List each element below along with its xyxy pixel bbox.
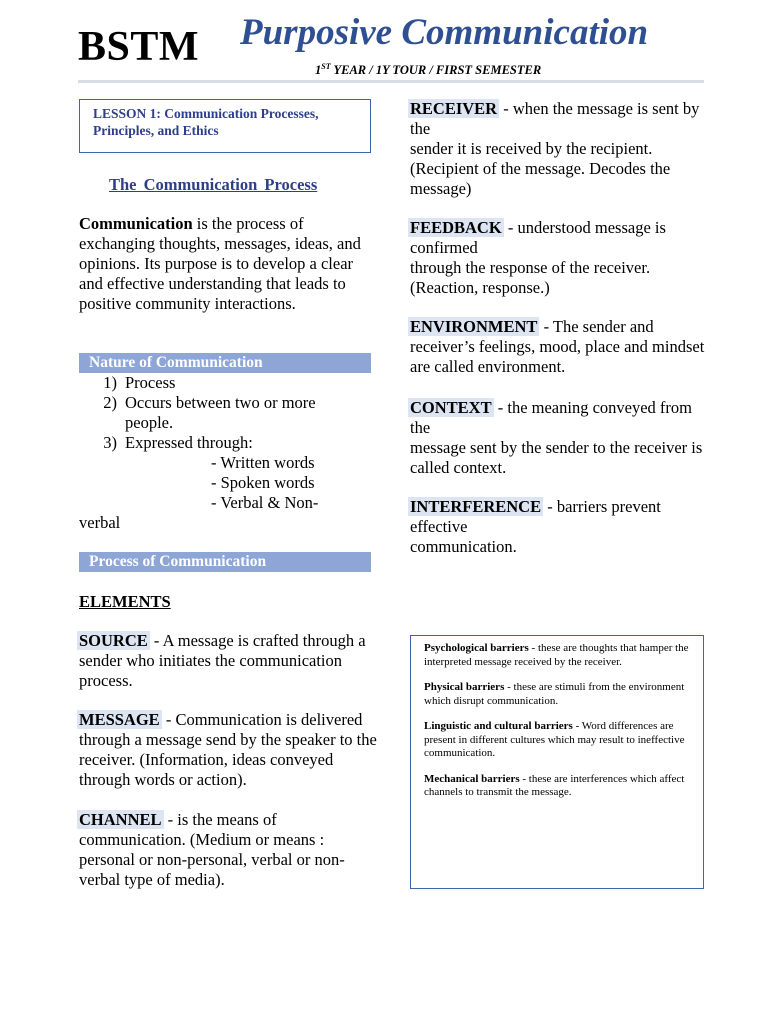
list-text: Process xyxy=(125,373,176,392)
element-description-cont: sender it is received by the recipient. (Recipient of the message. Decodes the message) xyxy=(410,139,671,198)
barrier-item xyxy=(424,642,693,669)
element-dash: - xyxy=(539,317,553,336)
element-term: INTERFERENCE xyxy=(410,497,542,516)
list-number: 2) xyxy=(103,393,117,412)
list-item xyxy=(87,393,377,433)
element-description: when the message is sent by the xyxy=(410,99,700,138)
subtitle-text: YEAR / 1Y TOUR / FIRST SEMESTER xyxy=(330,63,542,77)
element-message xyxy=(79,710,379,790)
list-text: Occurs between two or more people. xyxy=(125,393,316,432)
element-term: RECEIVER xyxy=(410,99,498,118)
element-description-cont: through the response of the receiver. (Reaction, response.) xyxy=(410,258,651,297)
barrier-term: Physical barriers xyxy=(424,681,505,693)
list-number: 3) xyxy=(103,433,117,452)
year-suffix: ST xyxy=(321,62,331,71)
element-dash: - xyxy=(163,810,178,829)
barrier-description: - these are interferences which affect channels to transmit the message. xyxy=(424,772,685,798)
element-dash: - xyxy=(161,710,176,729)
element-description: the meaning conveyed from the xyxy=(410,398,693,437)
barrier-item xyxy=(424,720,693,761)
elements-heading: ELEMENTS xyxy=(79,592,171,611)
barriers-box xyxy=(410,635,704,889)
header-divider xyxy=(78,80,704,83)
element-dash: - xyxy=(149,631,163,650)
element-dash: - xyxy=(543,497,557,516)
section-title: The Communication Process xyxy=(109,175,318,194)
nature-heading: Nature of Communication xyxy=(79,353,371,373)
element-feedback xyxy=(410,218,710,298)
barrier-term: Psychological barriers xyxy=(424,642,529,654)
element-interference xyxy=(410,497,710,557)
page-subtitle xyxy=(315,59,541,78)
intro-text: is the process of exchanging thoughts, messages, ideas, and opinions. Its purpose is to develop a clear and effective understanding that leads to positive community interactions. xyxy=(79,214,361,313)
element-dash: - xyxy=(503,218,518,237)
element-term: CHANNEL xyxy=(79,810,162,829)
element-term: MESSAGE xyxy=(79,710,160,729)
element-description-cont: communication. xyxy=(410,537,517,556)
sub-list-item: - Verbal & Non- xyxy=(211,493,319,512)
barrier-item xyxy=(424,681,693,708)
element-source xyxy=(79,631,379,691)
element-description: The sender and receiver’s feelings, mood, place and mindset are called environment. xyxy=(410,317,705,376)
barrier-description: - these are thoughts that hamper the interpreted message received by the receiver. xyxy=(424,642,689,668)
element-term: FEEDBACK xyxy=(410,218,502,237)
element-dash: - xyxy=(493,398,508,417)
element-term: CONTEXT xyxy=(410,398,492,417)
barrier-term: Linguistic and cultural barriers xyxy=(424,720,573,732)
barrier-item xyxy=(424,773,693,800)
sub-list-item: - Spoken words xyxy=(211,473,315,492)
element-context xyxy=(410,398,710,478)
element-term: SOURCE xyxy=(79,631,148,650)
sub-list-item: - Written words xyxy=(211,453,315,472)
list-item xyxy=(87,373,377,393)
element-description: Communication is delivered through a message send by the speaker to the receiver. (Information, ideas conveyed through words or action). xyxy=(79,710,377,789)
element-term: ENVIRONMENT xyxy=(410,317,538,336)
list-number: 1) xyxy=(103,373,117,392)
element-description: A message is crafted through a sender who initiates the communication process. xyxy=(79,631,366,690)
lesson-box xyxy=(79,99,371,153)
element-description-cont: message sent by the sender to the receiver is called context. xyxy=(410,438,703,477)
lesson-title-line1: LESSON 1: Communication Processes, xyxy=(93,106,319,121)
logo-text: BSTM xyxy=(78,24,200,70)
process-heading: Process of Communication xyxy=(79,552,371,572)
page-title: Purposive Communication xyxy=(240,12,649,53)
intro-paragraph xyxy=(79,214,379,314)
element-description: is the means of communication. (Medium or means : personal or non-personal, verbal or non-verbal type of media). xyxy=(79,810,345,889)
year-number: 1 xyxy=(315,63,322,77)
sub-list-wrap: verbal xyxy=(79,513,121,532)
element-dash: - xyxy=(499,99,513,118)
list-item xyxy=(87,433,377,453)
element-environment xyxy=(410,317,710,377)
barrier-term: Mechanical barriers xyxy=(424,772,520,785)
barrier-description: - Word differences are present in different cultures which may result to ineffective communication. xyxy=(424,720,685,759)
element-receiver xyxy=(410,99,710,199)
list-text: Expressed through: xyxy=(125,433,253,452)
element-channel xyxy=(79,810,379,890)
element-description: barriers prevent effective xyxy=(410,497,661,536)
element-description: understood message is confirmed xyxy=(410,218,666,257)
barrier-description: - these are stimuli from the environment which disrupt communication. xyxy=(424,681,685,707)
intro-term: Communication xyxy=(79,214,193,233)
lesson-title-line2: Principles, and Ethics xyxy=(93,123,219,138)
